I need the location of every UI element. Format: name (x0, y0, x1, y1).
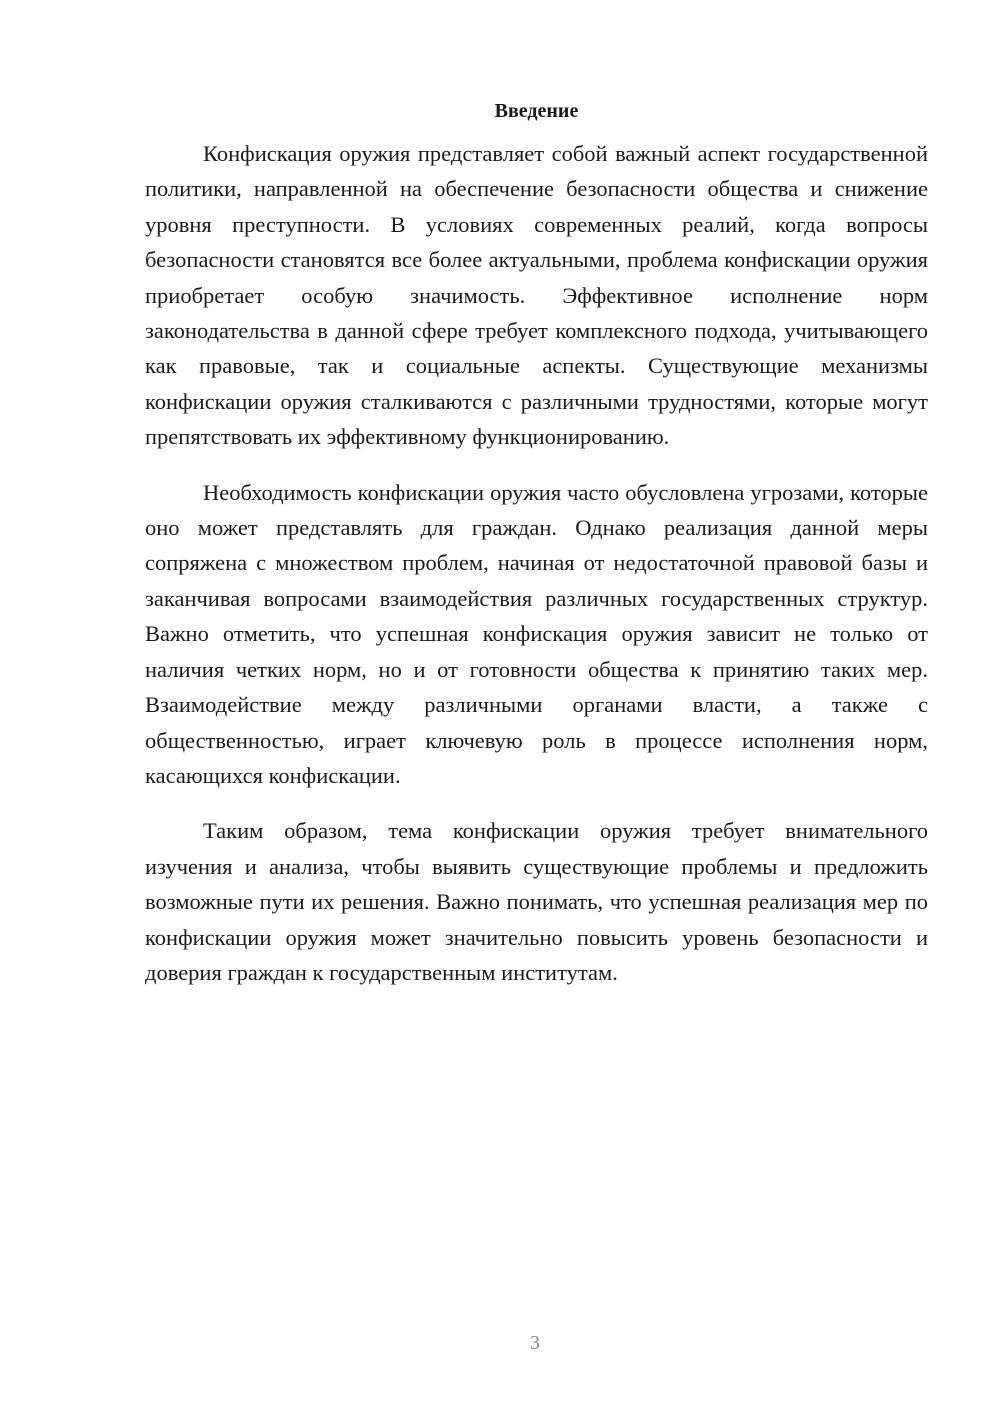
section-heading: Введение (494, 100, 579, 122)
page-number: 3 (530, 1332, 540, 1354)
document-body (145, 96, 928, 990)
paragraph-1: Конфискация оружия представляет собой важный аспект государственной политики, направленной на обеспечение безопасности общества и снижение уровня преступности. В условиях современных реалий, когда вопросы безопасности становятся все более актуальными, проблема конфискации оружия приобретает особую значимость. Эффективное исполнение норм законодательства в данной сфере требует комплексного подхода, учитывающего как правовые, так и социальные аспекты. Существующие механизмы конфискации оружия сталкиваются с различными трудностями, которые могут препятствовать их эффективному функционированию. (145, 141, 928, 450)
paragraph-2: Необходимость конфискации оружия часто обусловлена угрозами, которые оно может представлять для граждан. Однако реализация данной меры сопряжена с множеством проблем, начиная от недостаточной правовой базы и заканчивая вопросами взаимодействия различных государственных структур. Важно отметить, что успешная конфискация оружия зависит не только от наличия четких норм, но и от готовности общества к принятию таких мер. Взаимодействие между различными органами власти, а также с общественностью, играет ключевую роль в процессе исполнения норм, касающихся конфискации. (145, 479, 928, 788)
paragraph-3: Таким образом, тема конфискации оружия требует внимательного изучения и анализа, чтобы выявить существующие проблемы и предложить возможные пути их решения. Важно понимать, что успешная реализация мер по конфискации оружия может значительно повысить уровень безопасности и доверия граждан к государственным институтам. (145, 818, 928, 985)
